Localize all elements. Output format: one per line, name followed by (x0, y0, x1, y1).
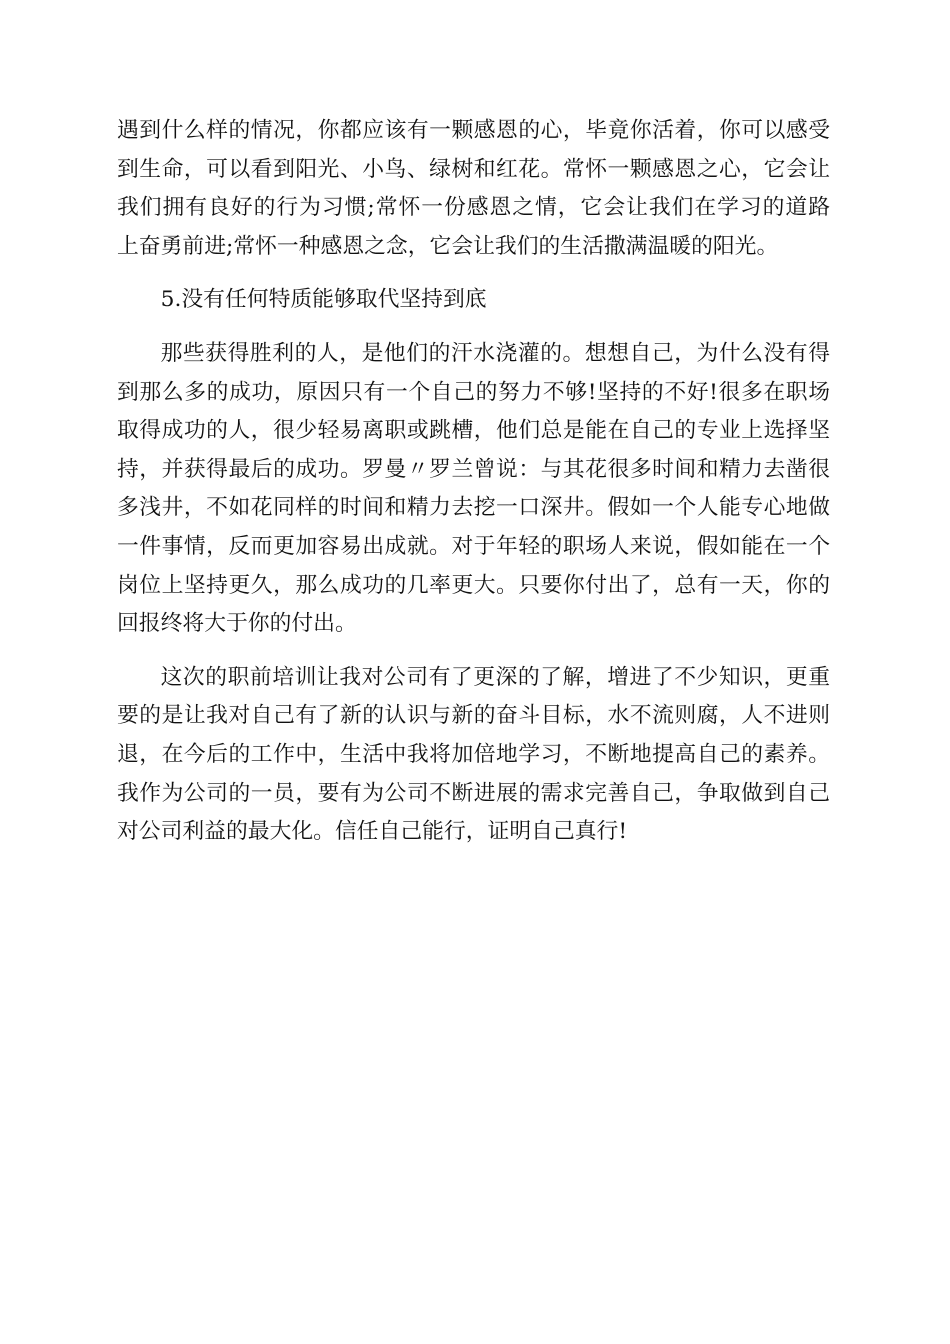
paragraph-gratitude (117, 112, 830, 266)
text-line: 岗位上坚持更久，那么成功的几率更大。只要你付出了，总有一天，你的 (117, 572, 830, 598)
text-line: 遇到什么样的情况，你都应该有一颗感恩的心，毕竟你活着，你可以感受 (117, 118, 830, 143)
text-line: 退，在今后的工作中，生活中我将加倍地学习，不断地提高自己的素养。 (117, 741, 830, 767)
text-line: 持，并获得最后的成功。罗曼〃罗兰曾说：与其花很多时间和精力去凿很 (117, 456, 830, 482)
text-line: 回报终将大于你的付出。 (117, 611, 357, 637)
paragraph-conclusion (117, 659, 830, 852)
text-line: 一件事情，反而更加容易出成就。对于年轻的职场人来说，假如能在一个 (117, 533, 830, 559)
text-line: 上奋勇前进;常怀一种感恩之念，它会让我们的生活撒满温暖的阳光。 (117, 233, 779, 259)
text-line: 那些获得胜利的人，是他们的汗水浇灌的。想想自己，为什么没有得 (160, 340, 830, 366)
text-line: 对公司利益的最大化。信任自己能行，证明自己真行! (117, 819, 628, 845)
text-line: 我们拥有良好的行为习惯;常怀一份感恩之情，它会让我们在学习的道路 (117, 195, 830, 221)
section-heading-text: 5.没有任何特质能够取代坚持到底 (160, 287, 487, 313)
text-line: 我作为公司的一员，要有为公司不断进展的需求完善自己，争取做到自己 (117, 780, 830, 806)
paragraph-persistence (117, 335, 830, 644)
text-line: 要的是让我对自己有了新的认识与新的奋斗目标，水不流则腐，人不进则 (117, 703, 830, 729)
section-heading (117, 281, 830, 320)
document-body (117, 112, 830, 867)
text-line: 取得成功的人，很少轻易离职或跳槽，他们总是能在自己的专业上选择坚 (117, 418, 830, 444)
text-line: 到生命，可以看到阳光、小鸟、绿树和红花。常怀一颗感恩之心，它会让 (117, 156, 830, 182)
text-line: 到那么多的成功，原因只有一个自己的努力不够!坚持的不好!很多在职场 (117, 379, 830, 405)
text-line: 这次的职前培训让我对公司有了更深的了解，增进了不少知识，更重 (160, 664, 830, 690)
text-line: 多浅井，不如花同样的时间和精力去挖一口深井。假如一个人能专心地做 (117, 495, 830, 521)
